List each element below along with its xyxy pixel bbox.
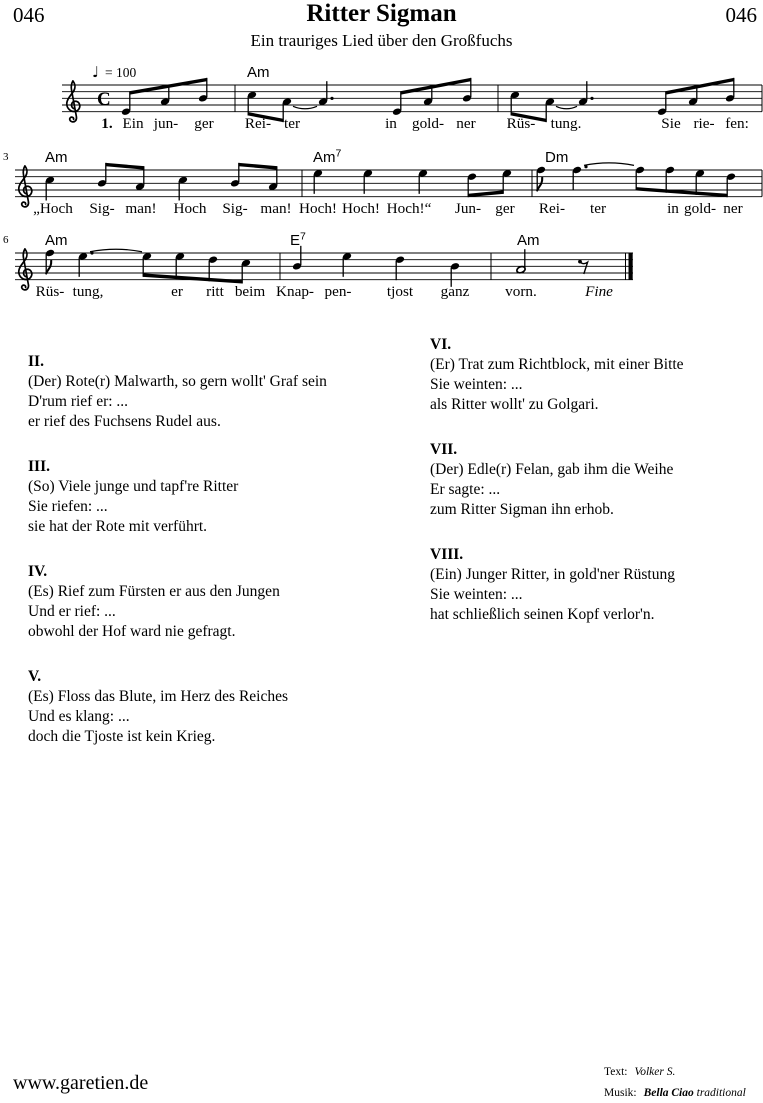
verse-line: als Ritter wollt' zu Golgari.	[430, 396, 599, 413]
verse-number: VIII.	[430, 546, 464, 563]
verses-column-left	[28, 352, 413, 772]
lyric-syllable: Sie	[661, 115, 681, 132]
chord-label: $E^7$	[290, 230, 306, 249]
verse-line: Sie weinten: ...	[430, 376, 523, 393]
verse-line: zum Ritter Sigman ihn erhob.	[430, 501, 614, 518]
verse-line: (Der) Rote(r) Malwarth, so gern wollt' Graf sein	[28, 373, 327, 390]
lyric-syllable: man!	[125, 200, 157, 217]
lyric-syllable: rie-	[693, 115, 715, 132]
lyric-syllable: Sig-	[222, 200, 248, 217]
lyric-syllable: Rüs-	[506, 115, 536, 132]
lyric-syllable: Hoch!	[342, 200, 380, 217]
eighth-flag	[46, 261, 51, 274]
lyric-syllable: tung.	[550, 115, 582, 132]
beam	[468, 190, 503, 197]
verse-line: (Es) Rief zum Fürsten er aus den Jungen	[28, 583, 280, 600]
tie	[90, 249, 142, 252]
verse-line: D'rum rief er: ...	[28, 393, 129, 410]
final-barline	[629, 253, 633, 280]
website-text: www.garetien.de	[13, 1072, 149, 1094]
lyric-syllable: ger	[495, 200, 515, 217]
tempo-note-icon: ♩	[92, 63, 100, 81]
verse-block	[28, 352, 413, 432]
lyric-syllable: ganz	[440, 283, 470, 300]
verse-line: doch die Tjoste ist kein Krieg.	[28, 728, 216, 745]
time-signature: C	[97, 89, 111, 110]
lyric-syllable: Rüs-	[35, 283, 65, 300]
text-credit-value: Volker S.	[634, 1066, 676, 1078]
lyric-syllable: ter	[283, 115, 301, 132]
lyric-syllable: vorn.	[505, 283, 537, 300]
tempo-marking: = 100	[105, 65, 137, 80]
lyric-syllable: ritt	[206, 283, 224, 300]
lyric-syllable: Rei-	[538, 200, 566, 217]
lyric-syllable: Rei-	[244, 115, 272, 132]
verse-number: VI.	[430, 336, 452, 353]
lyric-syllable: Hoch!	[299, 200, 337, 217]
lyric-syllable: in	[385, 115, 397, 132]
measure-number: 3	[3, 151, 9, 163]
lyric-syllable: gold-	[411, 115, 445, 132]
verse-block	[430, 545, 760, 625]
lyric-syllable: ner	[723, 200, 743, 217]
verse-line: (Es) Floss das Blute, im Herz des Reiches	[28, 688, 289, 705]
page-number-right: 046	[725, 3, 757, 27]
tie	[556, 106, 577, 109]
credits	[604, 1066, 746, 1103]
chord-label: Am	[517, 232, 540, 249]
lyric-syllable: tung,	[72, 283, 104, 300]
chord-label: Dm	[545, 149, 569, 166]
verse-block	[28, 457, 413, 537]
lyric-syllable: jun-	[153, 115, 179, 132]
lyric-syllable: Hoch	[173, 200, 207, 217]
page-title: Ritter Sigman	[306, 0, 457, 27]
tie	[293, 106, 317, 109]
music-credit-suffix: traditional	[696, 1087, 746, 1099]
verse-line: (Ein) Junger Ritter, in gold'ner Rüstung	[430, 566, 675, 583]
verse-line: er rief des Fuchsens Rudel aus.	[28, 413, 221, 430]
lyric-syllable: Ein	[122, 115, 144, 132]
verse-number: V.	[28, 668, 42, 685]
lyric-syllable: beim	[234, 283, 266, 300]
lyric-syllable: in	[667, 200, 679, 217]
verse-line: Sie riefen: ...	[28, 498, 108, 515]
lyric-syllable: ner	[456, 115, 476, 132]
music-credit-value: Bella Ciao	[643, 1087, 694, 1099]
lyric-syllable: Hoch!“	[386, 200, 432, 217]
verse-line: Sie weinten: ...	[430, 586, 523, 603]
lyric-syllable: Jun-	[454, 200, 482, 217]
beam	[143, 273, 242, 283]
lyric-syllable: fen:	[725, 115, 749, 132]
verse-line: (Er) Trat zum Richtblock, mit einer Bitte	[430, 356, 684, 373]
verse-line: sie hat der Rote mit verführt.	[28, 518, 208, 535]
verse-number: III.	[28, 458, 50, 475]
chord-label: Am$^7$	[313, 147, 342, 166]
augmentation-dot	[590, 97, 593, 100]
verse-block	[430, 335, 760, 415]
page-number-left: 046	[13, 3, 45, 27]
lyric-syllable: Sig-	[89, 200, 115, 217]
lyric-syllable: „Hoch	[33, 200, 73, 217]
tie	[584, 163, 634, 166]
lyric-syllable: ter	[589, 200, 607, 217]
text-credit-label: Text:	[604, 1066, 628, 1078]
lyric-syllable: 1.	[101, 115, 113, 132]
lyric-syllable: ger	[194, 115, 214, 132]
verse-line: Und er rief: ...	[28, 603, 116, 620]
beam	[636, 187, 727, 197]
augmentation-dot	[330, 97, 333, 100]
verse-block	[28, 562, 413, 642]
verse-line: (So) Viele junge und tapf're Ritter	[28, 478, 239, 495]
music-credit-label: Musik:	[604, 1087, 637, 1099]
beam	[239, 163, 277, 170]
verse-line: Und es klang: ...	[28, 708, 130, 725]
verse-block	[430, 440, 760, 520]
chord-label: Am	[247, 64, 270, 81]
lyric-syllable: gold-	[683, 200, 717, 217]
verses-column-right	[430, 335, 760, 650]
verse-line: obwohl der Hof ward nie gefragt.	[28, 623, 236, 640]
verse-block	[28, 667, 413, 747]
lyric-syllable: tjost	[386, 283, 414, 300]
fine-label: Fine	[585, 283, 613, 300]
lyric-syllable: man!	[260, 200, 292, 217]
verse-number: VII.	[430, 441, 458, 458]
chord-label: Am	[45, 149, 68, 166]
text-credit	[604, 1066, 746, 1078]
measure-number: 6	[3, 234, 9, 246]
verse-line: hat schließlich seinen Kopf verlor'n.	[430, 606, 655, 623]
lyric-syllable: pen-	[324, 283, 352, 300]
lyric-syllable: Knap-	[276, 283, 314, 300]
eighth-flag	[537, 178, 542, 191]
eighth-rest	[581, 262, 588, 274]
verse-line: (Der) Edle(r) Felan, gab ihm die Weihe	[430, 461, 674, 478]
verse-number: II.	[28, 353, 44, 370]
verse-line: Er sagte: ...	[430, 481, 501, 498]
chord-label: Am	[45, 232, 68, 249]
verse-number: IV.	[28, 563, 48, 580]
page-subtitle: Ein trauriges Lied über den Großfuchs	[250, 31, 513, 50]
lyric-syllable: er	[171, 283, 183, 300]
music-credit	[604, 1087, 746, 1099]
beam	[106, 163, 144, 170]
